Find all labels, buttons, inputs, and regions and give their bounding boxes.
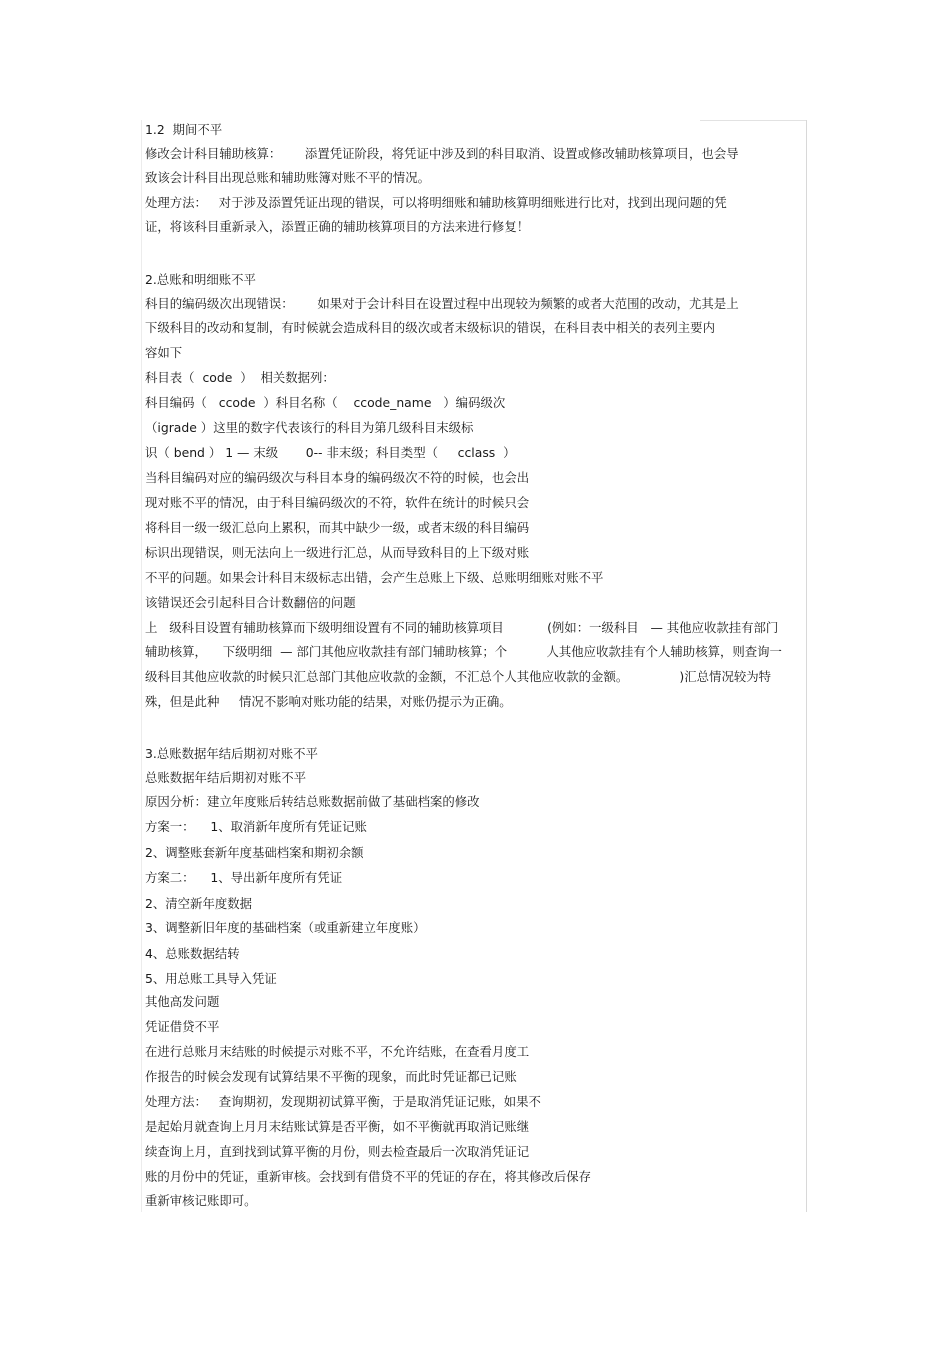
section-heading-2: 2.总账和明细账不平: [145, 272, 256, 287]
text-line: 续查询上月，直到找到试算平衡的月份，则去检查最后一次取消凭证记: [145, 1144, 530, 1159]
text-line: 方案一： 1、取消新年度所有凭证记账: [145, 819, 367, 834]
text-line: 处理方法： 对于涉及添置凭证出现的错误，可以将明细账和辅助核算明细账进行比对，找到出现问题的凭: [145, 195, 727, 210]
text-line: 级科目其他应收款的时候只汇总部门其他应收款的金额，不汇总个人其他应收款的金额。 )汇总情况较为特: [145, 669, 772, 684]
page-frame-top: [700, 120, 806, 121]
text-line: 凭证借贷不平: [145, 1019, 220, 1034]
text-line: 科目的编码级次出现错误： 如果对于会计科目在设置过程中出现较为频繁的或者大范围的改动，尤其是上: [145, 296, 739, 311]
text-line: 将科目一级一级汇总向上累积，而其中缺少一级，或者末级的科目编码: [145, 520, 530, 535]
page-frame-left: [141, 120, 142, 1212]
section-heading-3: 3.总账数据年结后期初对账不平: [145, 746, 318, 761]
text-line: 标识出现错误，则无法向上一级进行汇总，从而导致科目的上下级对账: [145, 545, 530, 560]
text-line: 4、总账数据结转: [145, 946, 240, 961]
text-line: 科目表（ code ） 相关数据列：: [145, 370, 335, 385]
text-line: 现对账不平的情况，由于科目编码级次的不符，软件在统计的时候只会: [145, 495, 530, 510]
text-line: 上 级科目设置有辅助核算而下级明细设置有不同的辅助核算项目 (例如：一级科目 — 其他应收款挂有部门: [145, 620, 779, 635]
text-line: 当科目编码对应的编码级次与科目本身的编码级次不符的时候，也会出: [145, 470, 530, 485]
text-line: 容如下: [145, 345, 183, 360]
section-heading-other: 其他高发问题: [145, 994, 220, 1009]
text-line: 证，将该科目重新录入，添置正确的辅助核算项目的方法来进行修复！: [145, 219, 530, 234]
text-line: 殊，但是此种 情况不影响对账功能的结果，对账仍提示为正确。: [145, 694, 512, 709]
text-line: 2、清空新年度数据: [145, 896, 253, 911]
text-line: 不平的问题。如果会计科目末级标志出错，会产生总账上下级、总账明细账对账不平: [145, 570, 604, 585]
text-line: 作报告的时候会发现有试算结果不平衡的现象，而此时凭证都已记账: [145, 1069, 517, 1084]
text-line: 在进行总账月末结账的时候提示对账不平，不允许结账，在查看月度工: [145, 1044, 530, 1059]
text-line: 方案二： 1、导出新年度所有凭证: [145, 870, 343, 885]
text-line: 科目编码（ ccode ）科目名称（ ccode_name ）编码级次: [145, 395, 506, 410]
text-line: 5、用总账工具导入凭证: [145, 971, 277, 986]
page-frame-right: [806, 120, 807, 1212]
text-line: （igrade ）这里的数字代表该行的科目为第几级科目末级标: [145, 420, 474, 435]
text-line: 辅助核算， 下级明细 — 部门其他应收款挂有部门辅助核算；个 人其他应收款挂有个人辅助核算，则查询一: [145, 644, 782, 659]
text-line: 致该会计科目出现总账和辅助账簿对账不平的情况。: [145, 170, 430, 185]
text-line: 重新审核记账即可。: [145, 1193, 257, 1208]
section-heading-1-2: 1.2 期间不平: [145, 122, 223, 137]
text-line: 下级科目的改动和复制，有时候就会造成科目的级次或者末级标识的错误，在科目表中相关的表列主要内: [145, 320, 715, 335]
text-line: 3、调整新旧年度的基础档案（或重新建立年度账）: [145, 920, 426, 935]
text-line: 总账数据年结后期初对账不平: [145, 770, 307, 785]
text-line: 处理方法： 查询期初，发现期初试算平衡，于是取消凭证记账，如果不: [145, 1094, 541, 1109]
text-line: 2、调整账套新年度基础档案和期初余额: [145, 845, 364, 860]
text-line: 原因分析：建立年度账后转结总账数据前做了基础档案的修改: [145, 794, 480, 809]
text-line: 账的月份中的凭证，重新审核。会找到有借贷不平的凭证的存在，将其修改后保存: [145, 1169, 592, 1184]
text-line: 识（ bend ） 1 — 末级 0-- 非末级；科目类型（ cclass ）: [145, 445, 516, 460]
text-line: 是起始月就查询上月月末结账试算是否平衡，如不平衡就再取消记账继: [145, 1119, 530, 1134]
text-line: 修改会计科目辅助核算： 添置凭证阶段，将凭证中涉及到的科目取消、设置或修改辅助核算项目，也会导: [145, 146, 739, 161]
text-line: 该错误还会引起科目合计数翻倍的问题: [145, 595, 356, 610]
